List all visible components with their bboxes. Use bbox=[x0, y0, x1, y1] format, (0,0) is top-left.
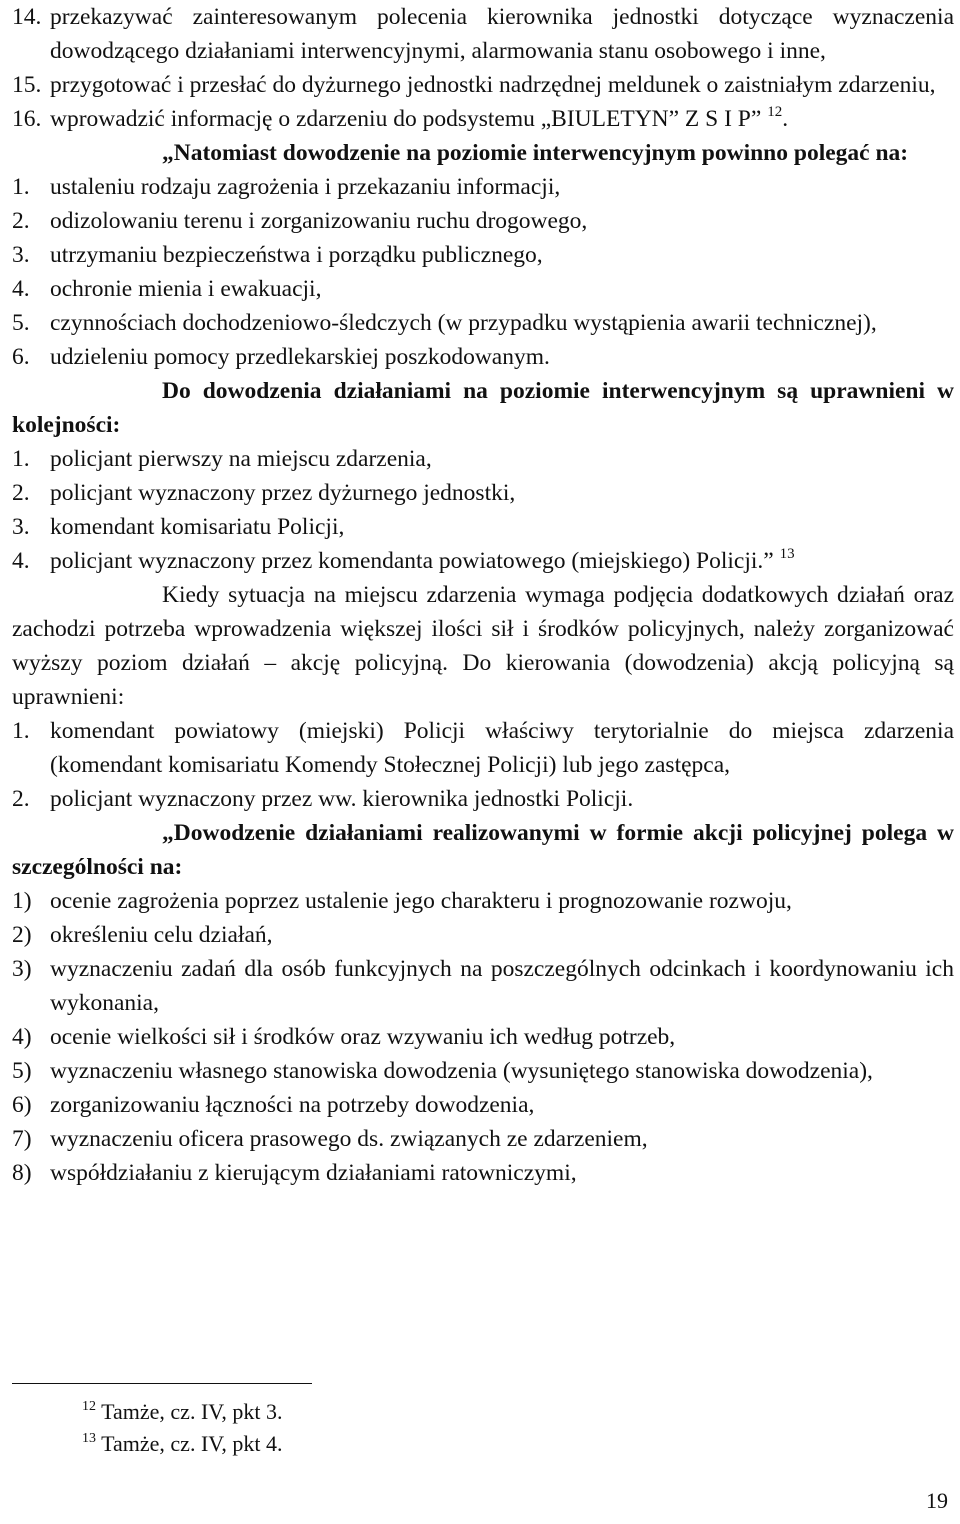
footnote-ref: 12 bbox=[767, 104, 783, 120]
item-text: policjant wyznaczony przez ww. kierownika jednostki Policji. bbox=[50, 786, 634, 812]
item-number: 16. bbox=[12, 106, 42, 132]
item-number: 4. bbox=[12, 276, 30, 302]
item-number: 3. bbox=[12, 242, 30, 268]
list-item bbox=[12, 1156, 954, 1190]
list-item bbox=[12, 68, 954, 102]
item-text: utrzymaniu bezpieczeństwa i porządku publicznego, bbox=[50, 242, 543, 268]
item-number: 2. bbox=[12, 208, 30, 234]
item-number: 1. bbox=[12, 446, 30, 472]
list-item bbox=[12, 306, 954, 340]
item-number: 3) bbox=[12, 956, 32, 982]
list-item bbox=[12, 1054, 954, 1088]
item-number: 4) bbox=[12, 1024, 32, 1050]
section-heading: Do dowodzenia działaniami na poziomie interwencyjnym są uprawnieni w kolejności: bbox=[12, 378, 954, 438]
list-item bbox=[12, 1020, 954, 1054]
item-text: czynnościach dochodzeniowo-śledczych (w przypadku wystąpienia awarii technicznej), bbox=[50, 310, 877, 336]
list-item bbox=[12, 510, 954, 544]
item-text: zorganizowaniu łączności na potrzeby dowodzenia, bbox=[50, 1092, 535, 1118]
body-paragraph: Kiedy sytuacja na miejscu zdarzenia wymaga podjęcia dodatkowych działań oraz zachodzi potrzeba wprowadzenia większej ilości sił i środków policyjnych, należy zorganizować wyższy poziom działań – akcję policyjną. Do kierowania (dowodzenia) akcją policyjną są uprawnieni: bbox=[12, 582, 954, 710]
item-text bbox=[50, 102, 954, 136]
list-item bbox=[12, 952, 954, 1020]
item-text-main: wprowadzić informację o zdarzeniu do podsystemu „BIULETYN” Z S I P” bbox=[50, 106, 762, 132]
list-item bbox=[12, 102, 954, 136]
item-number: 6) bbox=[12, 1092, 32, 1118]
list-item bbox=[12, 442, 954, 476]
item-number: 1) bbox=[12, 888, 32, 914]
list-item bbox=[12, 0, 954, 68]
item-number: 6. bbox=[12, 344, 30, 370]
item-number: 5. bbox=[12, 310, 30, 336]
list-item bbox=[12, 340, 954, 374]
item-number: 4. bbox=[12, 548, 30, 574]
item-text: udzieleniu pomocy przedlekarskiej poszkodowanym. bbox=[50, 344, 550, 370]
list-item bbox=[12, 272, 954, 306]
item-number: 2. bbox=[12, 786, 30, 812]
footnote-divider bbox=[12, 1383, 312, 1384]
page-number: 19 bbox=[926, 1488, 948, 1513]
item-text: ocenie wielkości sił i środków oraz wzywaniu ich według potrzeb, bbox=[50, 1024, 676, 1050]
section-heading: „Natomiast dowodzenie na poziomie interwencyjnym powinno polegać na: bbox=[162, 140, 909, 166]
item-number: 5) bbox=[12, 1058, 32, 1084]
list-item bbox=[12, 204, 954, 238]
item-text: ochronie mienia i ewakuacji, bbox=[50, 276, 322, 302]
item-number: 7) bbox=[12, 1126, 32, 1152]
item-text: ocenie zagrożenia poprzez ustalenie jego charakteru i prognozowanie rozwoju, bbox=[50, 888, 792, 914]
item-text-end: . bbox=[782, 106, 789, 132]
list-item bbox=[12, 714, 954, 782]
item-text: ustaleniu rodzaju zagrożenia i przekazaniu informacji, bbox=[50, 174, 561, 200]
footnote-number: 13 bbox=[82, 1431, 96, 1446]
list-item bbox=[12, 1088, 954, 1122]
footnote-text: Tamże, cz. IV, pkt 4. bbox=[101, 1431, 283, 1456]
footnote bbox=[82, 1428, 282, 1460]
item-text: komendant powiatowy (miejski) Policji właściwy terytorialnie do miejsca zdarzenia (komendant komisariatu Komendy Stołecznej Policji) lub jego zastępca, bbox=[50, 718, 954, 778]
item-text: wyznaczeniu własnego stanowiska dowodzenia (wysuniętego stanowiska dowodzenia), bbox=[50, 1058, 873, 1084]
item-text: przekazywać zainteresowanym polecenia kierownika jednostki dotyczące wyznaczenia dowodzącego działaniami interwencyjnymi, alarmowania stanu osobowego i inne, bbox=[50, 4, 954, 64]
footnote bbox=[82, 1396, 282, 1428]
item-text: współdziałaniu z kierującym działaniami ratowniczymi, bbox=[50, 1160, 577, 1186]
list-item bbox=[12, 1122, 954, 1156]
list-item bbox=[12, 476, 954, 510]
item-text bbox=[50, 544, 954, 578]
list-item bbox=[12, 544, 954, 578]
item-number: 2. bbox=[12, 480, 30, 506]
item-number: 3. bbox=[12, 514, 30, 540]
item-number: 15. bbox=[12, 72, 42, 98]
list-item bbox=[12, 782, 954, 816]
list-item bbox=[12, 170, 954, 204]
footnote-ref: 13 bbox=[779, 546, 795, 562]
footnotes bbox=[82, 1396, 282, 1460]
item-text: policjant pierwszy na miejscu zdarzenia, bbox=[50, 446, 432, 472]
footnote-number: 12 bbox=[82, 1399, 96, 1414]
item-number: 8) bbox=[12, 1160, 32, 1186]
footnote-text: Tamże, cz. IV, pkt 3. bbox=[101, 1399, 283, 1424]
item-number: 2) bbox=[12, 922, 32, 948]
item-number: 1. bbox=[12, 718, 30, 744]
section-heading: „Dowodzenie działaniami realizowanymi w formie akcji policyjnej polega w szczególności na: bbox=[12, 820, 954, 880]
item-number: 1. bbox=[12, 174, 30, 200]
item-text-main: policjant wyznaczony przez komendanta powiatowego (miejskiego) Policji.” bbox=[50, 548, 774, 574]
item-text: wyznaczeniu oficera prasowego ds. związanych ze zdarzeniem, bbox=[50, 1126, 648, 1152]
document-page bbox=[12, 0, 954, 1190]
item-number: 14. bbox=[12, 4, 42, 30]
item-text: określeniu celu działań, bbox=[50, 922, 273, 948]
item-text: policjant wyznaczony przez dyżurnego jednostki, bbox=[50, 480, 516, 506]
item-text: przygotować i przesłać do dyżurnego jednostki nadrzędnej meldunek o zaistniałym zdarzeniu, bbox=[50, 72, 936, 98]
item-text: wyznaczeniu zadań dla osób funkcyjnych na poszczególnych odcinkach i koordynowaniu ich wykonania, bbox=[50, 956, 954, 1016]
item-text: komendant komisariatu Policji, bbox=[50, 514, 345, 540]
list-item bbox=[12, 238, 954, 272]
list-item bbox=[12, 918, 954, 952]
item-text: odizolowaniu terenu i zorganizowaniu ruchu drogowego, bbox=[50, 208, 588, 234]
list-item bbox=[12, 884, 954, 918]
